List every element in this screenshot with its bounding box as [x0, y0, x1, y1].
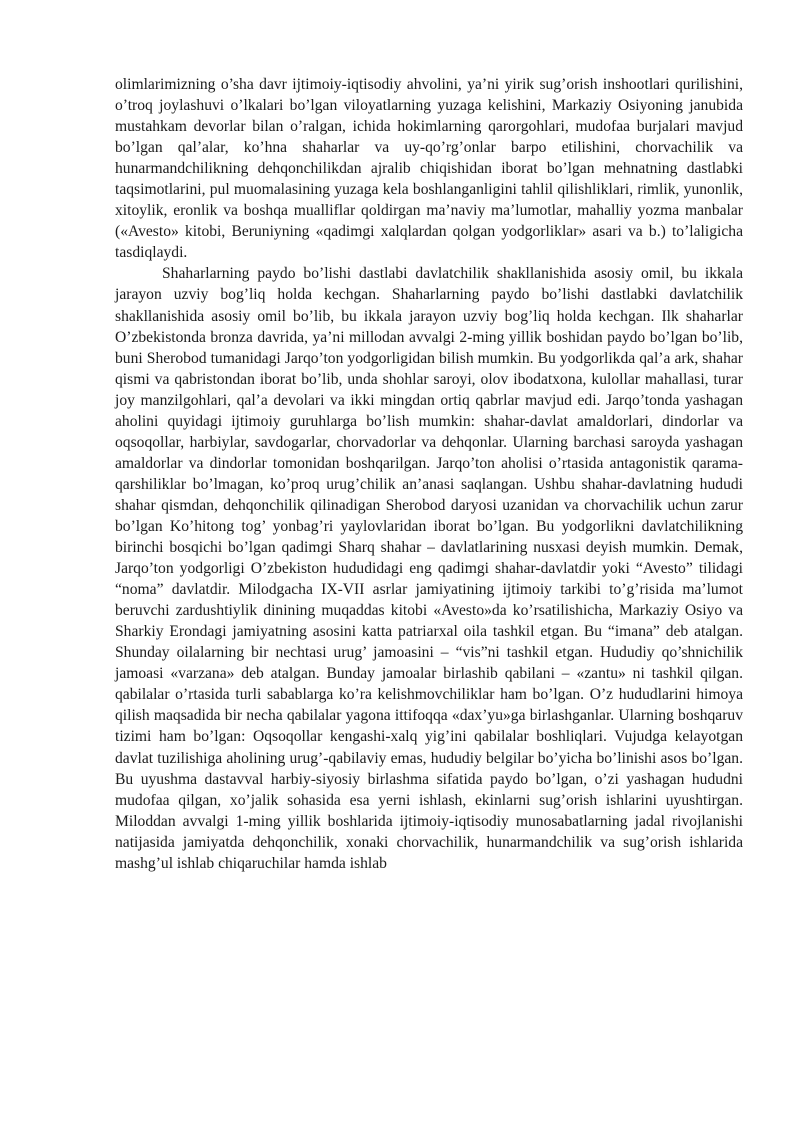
document-page [115, 74, 743, 874]
paragraph-early-cities: Shaharlarning paydo bo’lishi dastlabi davlatchilik shakllanishida asosiy omil, bu ikkala jarayon uzviy bog’liq holda kechgan. Shaharlarning paydo bo’lishi dastlabki davlatchilik shakllanishida asosiy omil bo’lib, bu ikkala jarayon uzviy bog’liq holda kechgan. Ilk shaharlar O’zbekistonda bronza davrida, ya’ni millodan avvalgi 2-ming yillik boshidan paydo bo’lgan bo’lib, buni Sherobod tumanidagi Jarqo’ton yodgorligidan bilish mumkin. Bu yodgorlikda qal’a ark, shahar qismi va qabristondan iborat bo’lib, unda shohlar saroyi, olov ibodatxona, kulollar mahallasi, turar joy manzilgohlari, qal’a devolari va ikki mingdan ortiq qabrlar mavjud edi. Jarqo’tonda yashagan aholini quyidagi ijtimoiy guruhlarga bo’lish mumkin: shahar-davlat amaldorlari, dindorlar va oqsoqollar, harbiylar, savdogarlar, chorvadorlar va dehqonlar. Ularning barchasi saroyda yashagan amaldorlar va dindorlar tomonidan boshqarilgan. Jarqo’ton aholisi o’rtasida antagonistik qarama-qarshiliklar bo’lmagan, ko’proq urug’chilik an’anasi saqlangan. Ushbu shahar-davlatning hududi shahar qismdan, dehqonchilik qilinadigan Sherobod daryosi uzanidan va chorvachilik uchun zarur bo’lgan Ko’hitong tog’ yonbag’ri yaylovlaridan iborat bo’lgan. Bu yodgorlikni davlatchilikning birinchi bosqichi bo’lgan qadimgi Sharq shahar – davlatlarining nusxasi deyish mumkin. Demak, Jarqo’ton yodgorligi O’zbekiston hududidagi eng qadimgi shahar-davlatdir yoki “Avesto” tilidagi “noma” davlatdir. Milodgacha IX-VII asrlar jamiyatining ijtimoiy tarkibi to’g’risida ma’lumot beruvchi zardushtiylik dinining muqaddas kitobi «Avesto»da ko’rsatilishicha, Markaziy Osiyo va Sharkiy Erondagi jamiyatning asosini katta patriarxal oila tashkil etgan. Bu “imana” deb atalgan. Shunday oilalarning bir nechtasi urug’ jamoasini – “vis”ni tashkil etgan. Hududiy qo’shnichilik jamoasi «varzana» deb atalgan. Bunday jamoalar birlashib qabilani – «zantu» ni tashkil qilgan. qabilalar o’rtasida turli sabablarga ko’ra kelishmovchiliklar ham bo’lgan. O’z hududlarini himoya qilish maqsadida bir necha qabilalar yagona ittifoqqa «dax’yu»ga birlashganlar. Ularning boshqaruv tizimi ham bo’lgan: Oqsoqollar kengashi-xalq yig’ini qabilalar boshliqlari. Vujudga kelayotgan davlat tuzilishiga aholining urug’-qabilaviy emas, hududiy belgilar bo’yicha bo’linishi asos bo’lgan. Bu uyushma dastavval harbiy-siyosiy birlashma sifatida paydo bo’lgan, o’zi yashagan hududni mudofaa qilgan, xo’jalik sohasida esa yerni ishlash, ekinlarni sug’orish ishlarini uyushtirgan. Miloddan avvalgi 1-ming yillik boshlarida ijtimoiy-iqtisodiy munosabatlarning jadal rivojlanishi natijasida jamiyatda dehqonchilik, xonaki chorvachilik, hunarmandchilik va sug’orish ishlarida mashg’ul ishlab chiqaruchilar hamda ishlab [115, 265, 743, 872]
paragraph-sources-confirmation: olimlarimizning o’sha davr ijtimoiy-iqtisodiy ahvolini, ya’ni yirik sug’orish inshootlari qurilishini, o’troq joylashuvi o’lkalari bo’lgan viloyatlarning yuzaga kelishini, Markaziy Osiyoning janubida mustahkam devorlar bilan o’ralgan, ichida hokimlarning qarorgohlari, mudofaa burjalari mavjud bo’lgan qal’alar, ko’hna shaharlar va uy-qo’rg’onlar barpo etilishini, chorvachilik va hunarmandchilikning dehqonchilikdan ajralib chiqishidan iborat bo’lgan mehnatning dastlabki taqsimotlarini, pul muomalasining yuzaga kela boshlanganligini tahlil qilishliklari, rimlik, yunonlik, xitoylik, eronlik va boshqa mualliflar qoldirgan ma’naviy ma’lumotlar, mahalliy yozma manbalar («Avesto» kitobi, Beruniyning «qadimgi xalqlardan qolgan yodgorliklar» asari va b.) to’laligicha tasdiqlaydi. [115, 76, 743, 262]
